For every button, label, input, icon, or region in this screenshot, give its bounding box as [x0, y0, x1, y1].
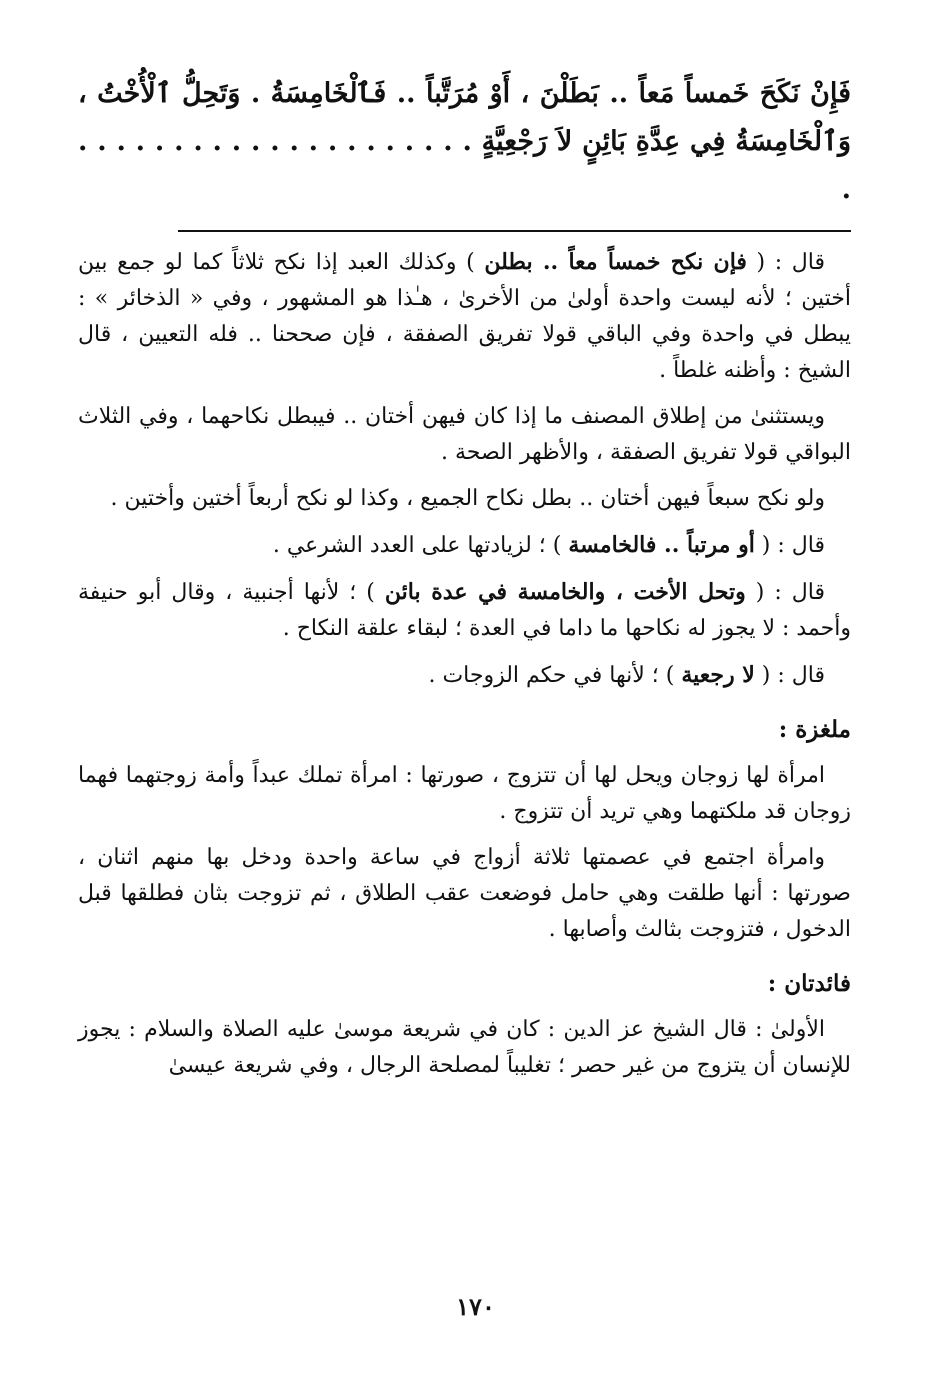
- commentary-paragraph: ولو نكح سبعاً فيهن أختان .. بطل نكاح الجميع ، وكذا لو نكح أربعاً أختين وأختين .: [110, 486, 825, 511]
- page-number: ١٧٠: [456, 1292, 495, 1321]
- quoted-matn: لا رجعية: [681, 662, 755, 688]
- separator-rule: [178, 230, 851, 232]
- quoted-matn: وتحل الأخت ، والخامسة في عدة بائن: [384, 579, 746, 605]
- section-heading-mulghiza: ملغزة :: [778, 716, 851, 743]
- commentary-paragraph: قال : ( فإن نكح خمساً معاً .. بطلن ) وكذلك العبد إذا نكح ثلاثاً كما لو جمع بين أختين ؛ لأنه ليست واحدة أولىٰ من الأخرىٰ ، هـٰذا هو المشهور ، وفي « الذخائر » : يبطل في واحدة وفي الباقي قولا تفريق الصفقة ، فإن صححنا .. فله التعيين ، قال الشيخ : وأظنه غلطاً .: [78, 249, 851, 383]
- matn-text: [78, 70, 851, 214]
- mulghiza-paragraph: وامرأة اجتمع في عصمتها ثلاثة أزواج في ساعة واحدة ودخل بها منهم اثنان ، صورتها : أنها طلقت وهي حامل فوضعت عقب الطلاق ، ثم تزوجت بثان فطلقها قبل الدخول ، فتزوجت بثالث وأصابها .: [78, 845, 851, 942]
- mulghiza-paragraph: امرأة لها زوجان ويحل لها أن تتزوج ، صورتها : امرأة تملك عبداً وأمة زوجتهما فهما زوجان قد ملكتهما وهي تريد أن تتزوج .: [78, 763, 851, 824]
- faidatan-paragraph: الأولىٰ : قال الشيخ عز الدين : كان في شريعة موسىٰ عليه الصلاة والسلام : يجوز للإنسان أن يتزوج من غير حصر ؛ تغليباً لمصلحة الرجال ، وفي شريعة عيسىٰ: [78, 1017, 851, 1078]
- commentary-paragraph: قال : ( أو مرتباً .. فالخامسة ) ؛ لزيادتها على العدد الشرعي .: [272, 532, 825, 558]
- matn-line: فَإِنْ نَكَحَ خَمساً مَعاً .. بَطَلْنَ ، أَوْ مُرَتَّباً .. فَٱلْخَامِسَةُ . وَتَحِلُّ ٱلْأُخْتُ ، وَٱلْخَامِسَةُ فِي عِدَّةِ بَائِنٍ لاَ رَجْعِيَّةٍ .: [78, 78, 851, 157]
- quoted-matn: فإن نكح خمساً معاً .. بطلن: [484, 249, 747, 275]
- commentary: [78, 244, 851, 694]
- commentary-paragraph: قال : ( وتحل الأخت ، والخامسة في عدة بائن ) ؛ لأنها أجنبية ، وقال أبو حنيفة وأحمد : لا يجوز له نكاحها ما داما في العدة ؛ لبقاء علقة النكاح .: [78, 579, 851, 641]
- commentary-paragraph: ويستثنىٰ من إطلاق المصنف ما إذا كان فيهن أختان .. فيبطل نكاحهما ، وفي الثلاث البواقي قولا تفريق الصفقة ، والأظهر الصحة .: [78, 404, 851, 465]
- matn-dots: . . . . . . . . . . . . . . . . . . . . .: [78, 126, 851, 205]
- quoted-matn: أو مرتباً .. فالخامسة: [568, 532, 755, 558]
- section-heading-faidatan: فائدتان :: [767, 970, 851, 997]
- commentary-paragraph: قال : ( لا رجعية ) ؛ لأنها في حكم الزوجات .: [428, 662, 825, 688]
